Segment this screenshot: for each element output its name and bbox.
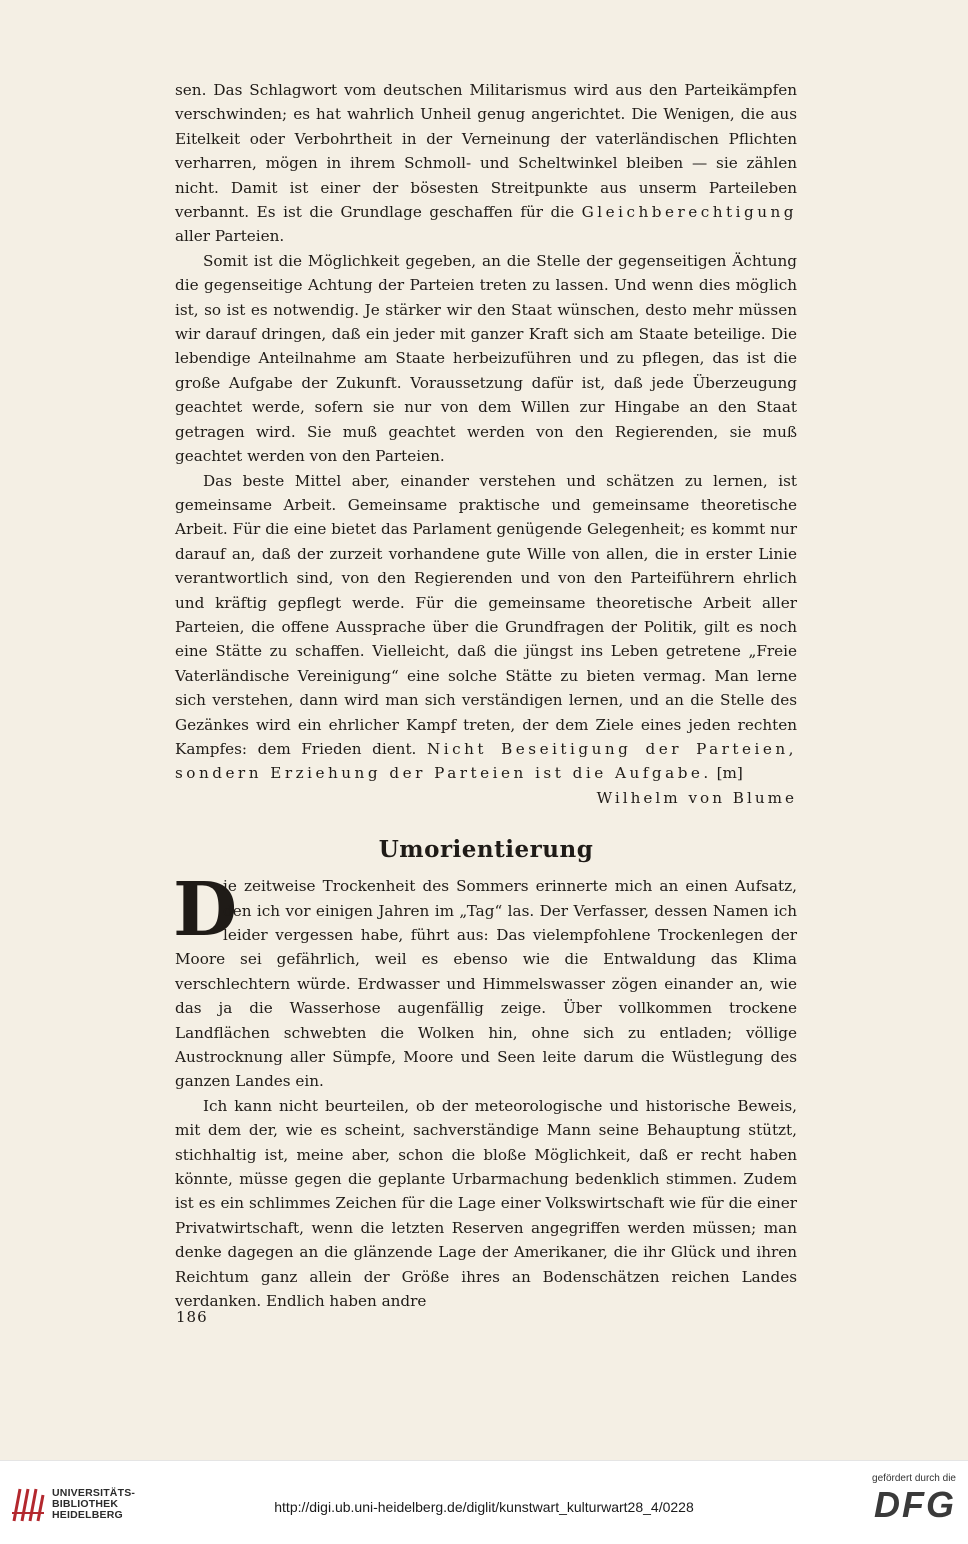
paragraph xyxy=(175,78,797,249)
library-line: HEIDELBERG xyxy=(52,1509,123,1521)
page-number: 186 xyxy=(176,1308,208,1326)
paragraph xyxy=(175,249,797,469)
drop-cap: D xyxy=(173,867,238,954)
section-title: Umorientierung xyxy=(378,835,594,863)
sponsor-block xyxy=(872,1473,956,1525)
spaced-emphasis: Nicht Beseitigung der Parteien, sondern Erziehung der Parteien ist die Aufgabe. xyxy=(175,739,797,783)
paragraph-text: ie zeitweise Trockenheit des Sommers erinnerte mich an einen Aufsatz, den ich vor einigen Jahren im „Tag“ las. Der Verfasser, dessen Namen ich leider vergessen habe, führt aus: Das vielempfohlene Trockenlegen der Moore sei gefährlich, weil es ebenso wie die Entwaldung das Klima verschlechtern würde. Erdwasser und Himmelswasser zögen einander an, wie das ja die Wasserhose augenfällig zeige. Über vollkommen trockene Landflächen schwebten die Wolken hin, ohne sich zu entladen; völlige Austrocknung aller Sümpfe, Moore und Seen leite darum die Wüstlegung des ganzen Landes ein. xyxy=(175,877,797,1091)
spaced-emphasis: Gleichberechtigung xyxy=(581,203,798,222)
paragraph-tail: aller Parteien. xyxy=(175,227,285,246)
text-column xyxy=(175,78,797,1314)
paragraph-text: Somit ist die Möglichkeit gegeben, an die Stelle der gegenseitigen Ächtung die gegenseitige Achtung der Parteien treten zu lassen. Und wenn dies möglich ist, so ist es notwendig. Je stärker wir den Staat wünschen, desto mehr müssen wir darauf dringen, daß ein jeder mit ganzer Kraft sich am Staate beteilige. Die lebendige Anteilnahme am Staate herbeizuführen und zu pflegen, das ist die große Aufgabe der Zukunft. Voraussetzung dafür ist, daß jede Überzeugung geachtet werde, sofern sie nur von dem Willen zur Hingabe an den Staat getragen wird. Sie muß geachtet werden von den Regierenden, sie muß geachtet werden von den Parteien. xyxy=(175,251,797,466)
library-line: BIBLIOTHEK xyxy=(52,1498,119,1510)
author-signature: Wilhelm von Blume xyxy=(596,788,797,807)
paragraph-text: sen. Das Schlagwort vom deutschen Militarismus wird aus den Parteikämpfen verschwinden; es hat wahrlich Unheil genug angerichtet. Die Wenigen, die aus Eitelkeit oder Verbohrtheit in der Verneinung der vaterländischen Pflichten verharren, mögen in ihrem Schmoll- und Scheltwinkel bleiben — sie zählen nicht. Damit ist einer der bösesten Streitpunkte aus unserm Parteileben verbannt. Es ist die Grundlage geschaffen für die xyxy=(175,81,797,222)
permalink-url[interactable]: http://digi.ub.uni-heidelberg.de/diglit/kunstwart_kulturwart28_4/0228 xyxy=(274,1499,694,1515)
paragraph xyxy=(175,469,797,807)
library-line: UNIVERSITÄTS- xyxy=(52,1487,136,1499)
sponsor-label: gefördert durch die xyxy=(872,1473,956,1484)
viewer-footer xyxy=(0,1460,968,1544)
dfg-logo: DFG xyxy=(874,1484,956,1525)
paragraph xyxy=(173,867,797,1094)
paragraph xyxy=(175,1094,797,1314)
editor-mark: [m] xyxy=(716,764,743,783)
paragraph-text: Das beste Mittel aber, einander verstehen und schätzen zu lernen, ist gemeinsame Arbeit. Gemeinsame praktische und gemeinsame theoretische Arbeit. Für die eine bietet das Parlament genügende Gelegenheit; es kommt nur darauf an, daß der zurzeit vorhandene gute Wille von allen, die in erster Linie verantwortlich sind, von den Regierenden und von den Parteiführern ehrlich und kräftig gepflegt werde. Für die gemeinsame theoretische Arbeit aller Parteien, die offene Aussprache über die Grundfragen der Politik, gilt es noch eine Stätte zu schaffen. Vielleicht, daß die jüngst ins Leben getretene „Freie Vaterländische Vereinigung“ eine solche Stätte zu bieten vermag. Man lerne sich verstehen, dann wird man sich verständigen lernen, und an die Stelle des Gezänkes wird ein ehrlicher Kampf treten, der dem Ziele eines jeden rechten Kampfes: dem Frieden dient. xyxy=(175,471,797,758)
paragraph-text: Ich kann nicht beurteilen, ob der meteorologische und historische Beweis, mit dem der, wie es scheint, sachverständige Mann seine Behauptung stützt, stichhaltig ist, meine aber, schon die bloße Möglichkeit, daß er recht haben könnte, müsse gegen die geplante Urbarmachung bedenklich stimmen. Zudem ist es ein schlimmes Zeichen für die Lage einer Volkswirtschaft wie für die einer Privatwirtschaft, wenn die letzten Reserven angegriffen werden müssen; man denke dagegen an die glänzende Lage der Amerikaner, die ihr Glück und ihren Reichtum ganz allein der Größe ihres an Bodenschätzen reichen Landes verdanken. Endlich haben andre xyxy=(175,1096,797,1311)
